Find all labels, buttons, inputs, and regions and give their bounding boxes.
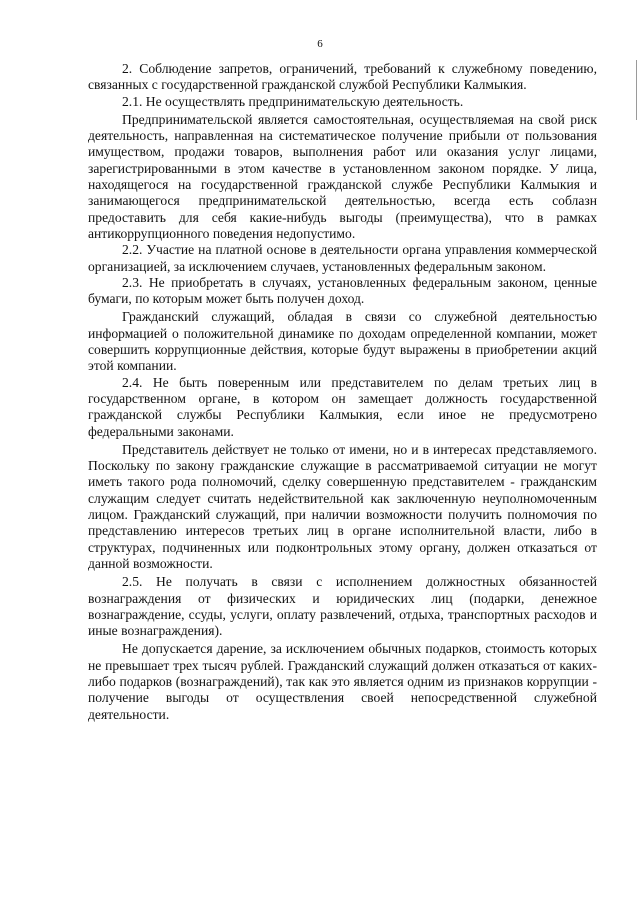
paragraph-item-2-3: 2.3. Не приобретать в случаях, установленных федеральным законом, ценные бумаги, по которым может быть получен доход. [88,274,597,307]
paragraph-item-2-1: 2.1. Не осуществлять предпринимательскую деятельность. [122,93,464,109]
paragraph-securities-explanation: Гражданский служащий, обладая в связи со служебной деятельностью информацией о положительной динамике по доходам определенной компании, может совершить коррупционные действия, которые будут выражены в приобретении акций этой компании. [88,309,597,374]
paragraph-representative-explanation: Представитель действует не только от имени, но и в интересах представляемого. Поскольку по закону гражданские служащие в рассматриваемой ситуации не могут иметь такого рода полномочий, сделку совершенную представителем - гражданским служащим следует считать недействительной как заключенную неуполномоченным лицом. Гражданский служащий, при наличии возможности получить полномочия по представлению интересов третьих лиц в органе исполнительной власти, либо в структурах, подчиненных или подконтрольных этому органу, должен отказаться от данной возможности. [88,441,597,571]
paragraph-item-2-2: 2.2. Участие на платной основе в деятельности органа управления коммерческой организацией, за исключением случаев, установленных федеральным законом. [88,242,597,274]
paragraph-entrepreneurship-explanation: Предпринимательской является самостоятельная, осуществляемая на свой риск деятельность, направленная на систематическое получение прибыли от пользования имуществом, продажи товаров, выполнения работ или оказания услуг лицами, зарегистрированными в этом качестве в установленном законом порядке. У лица, находящегося на государственной гражданской службе Республики Калмыкия и занимающегося предпринимательской деятельностью, всегда есть соблазн предоставить для себя какие-нибудь выгоды (преимущества), что в рамках антикоррупционного поведения недопустимо. [88,111,597,241]
page-number: 6 [317,38,323,50]
scan-edge-mark [636,60,637,120]
paragraph-section-2: 2. Соблюдение запретов, ограничений, требований к служебному поведению, связанных с государственной гражданской службой Республики Калмыкия. [88,61,597,93]
document-body [88,61,597,723]
paragraph-item-2-4: 2.4. Не быть поверенным или представителем по делам третьих лиц в государственном органе, в котором он замещает должность государственной гражданской службы Республики Калмыкия, если иное не предусмотрено федеральными законами. [88,374,597,439]
paragraph-item-2-5: 2.5. Не получать в связи с исполнением должностных обязанностей вознаграждения от физических и юридических лиц (подарки, денежное вознаграждение, ссуды, услуги, оплату развлечений, отдыха, транспортных расходов и иные вознаграждения). [88,574,597,639]
paragraph-gifts-explanation: Не допускается дарение, за исключением обычных подарков, стоимость которых не превышает трех тысяч рублей. Гражданский служащий должен отказаться от каких-либо подарков (вознаграждений), так как это является одним из признаков коррупции - получение выгоды от осуществления своей непосредственной служебной деятельности. [88,641,597,722]
